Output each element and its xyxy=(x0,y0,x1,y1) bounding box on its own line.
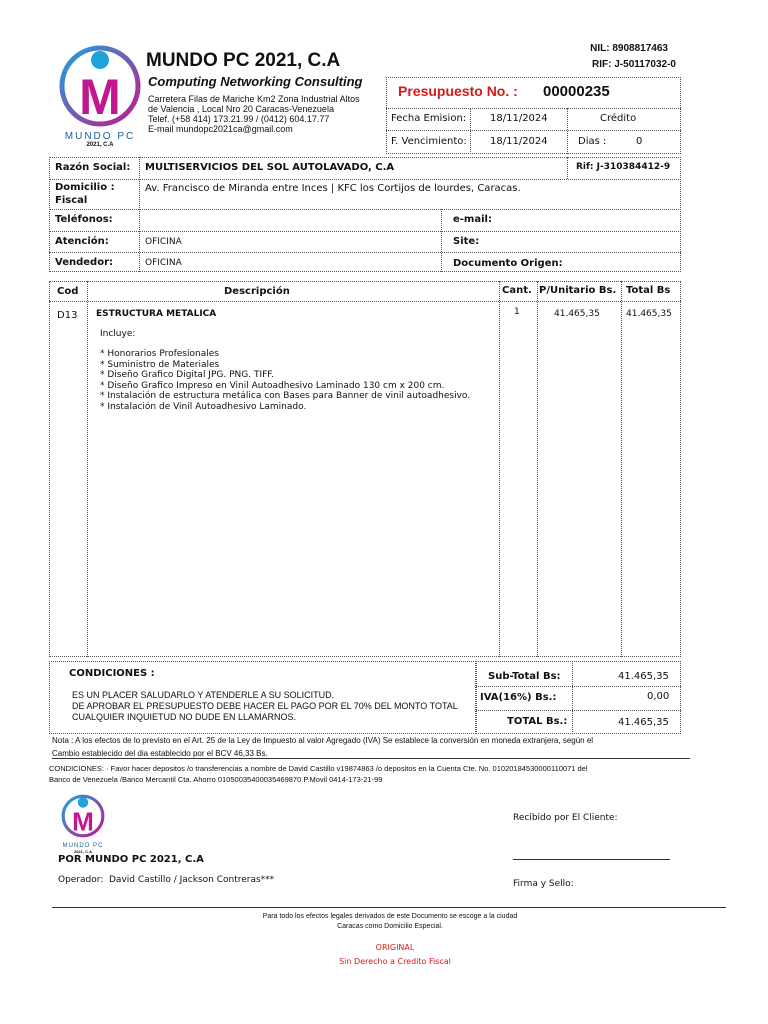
row-cod: D13 xyxy=(57,310,78,321)
sin-derecho-label: Sin Derecho a Credito Fiscal xyxy=(339,957,451,966)
payment-type: Crédito xyxy=(600,113,637,124)
operador-value: David Castillo / Jackson Contreras*** xyxy=(109,875,275,885)
detail-line: * Diseño Grafico Impreso en Vinil Autoadhesivo Laminado 130 cm x 200 cm. xyxy=(100,380,445,391)
conditions-title: CONDICIONES : xyxy=(69,668,155,679)
company-logo xyxy=(56,44,144,152)
subtotal-label: Sub-Total Bs: xyxy=(488,671,561,682)
vendedor-label: Vendedor: xyxy=(55,257,113,268)
logo-mark-icon xyxy=(60,794,106,838)
vendedor-value: OFICINA xyxy=(145,258,182,268)
logo-subtext: 2021, C.A xyxy=(86,142,114,148)
row-title: ESTRUCTURA METALICA xyxy=(96,309,217,319)
company-tagline: Computing Networking Consulting xyxy=(148,74,363,89)
conditions-line1: ES UN PLACER SALUDARLO Y ATENDERLE A SU SOLICITUD. xyxy=(72,690,335,700)
detail-line: * Diseño Grafico Digital JPG. PNG. TIFF. xyxy=(100,370,274,380)
company-address-2: de Valencia , Local Nro 20 Caracas-Venezuela xyxy=(148,104,334,114)
domicilio-label: Domicilio : Fiscal xyxy=(55,182,115,206)
dias-value: 0 xyxy=(636,136,643,147)
por-company: POR MUNDO PC 2021, C.A xyxy=(58,854,204,865)
conditions-line3: CUALQUIER INQUIETUD NO DUDE EN LLAMARNOS. xyxy=(72,712,297,722)
iva-label: IVA(16%) Bs.: xyxy=(480,692,557,703)
recibido-label: Recibido por El Cliente: xyxy=(513,813,618,823)
detail-line: * Instalación de estructura metálica con Bases para Banner de vinil autoadhesivo. xyxy=(100,391,471,401)
deposit-conditions-2: Banco de Venezuela /Banco Mercantil Cta. Ahorro 01050035400035469870 P.Movil 0414-173-21-99 xyxy=(49,775,383,784)
client-box xyxy=(49,157,681,272)
row-incluye: Incluye: xyxy=(100,329,136,339)
doc-origen-label: Documento Origen: xyxy=(453,258,563,269)
iva-value: 0,00 xyxy=(647,691,670,702)
svg-text:M: M xyxy=(72,806,94,837)
nota-line2: Cambio establecido del dia establecido por el BCV 46,33 Bs. xyxy=(52,749,268,758)
detail-line: * Instalación de Vinil Autoadhesivo Laminado. xyxy=(100,401,307,412)
conditions-line2: DE APROBAR EL PRESUPUESTO DEBE HACER EL PAGO POR EL 70% DEL MONTO TOTAL xyxy=(72,701,458,711)
row-total: 41.465,35 xyxy=(626,309,672,319)
footer-logo-subtext: 2021, C.A xyxy=(73,849,92,854)
vencimiento: 18/11/2024 xyxy=(490,136,548,147)
razon-label: Razón Social: xyxy=(55,162,131,173)
quote-label: Presupuesto No. : xyxy=(398,83,518,99)
company-address-1: Carretera Filas de Mariche Km2 Zona Industrial Altos xyxy=(148,94,360,104)
subtotal-value: 41.465,35 xyxy=(618,671,669,682)
row-details xyxy=(100,349,470,412)
atencion-value: OFICINA xyxy=(145,237,182,247)
col-cod: Cod xyxy=(57,286,79,297)
deposit-conditions-1: CONDICIONES: · Favor hacer depositos /o transferencias a nombre de David Castillo v19874863 /o depositos en la Cuenta Cte. No. 01020184530000110071 del xyxy=(49,764,588,773)
site-label: Site: xyxy=(453,236,480,247)
firma-label: Firma y Sello: xyxy=(513,879,574,889)
original-label: ORIGINAL xyxy=(375,943,415,952)
legal-line2: Caracas como Domicilio Especial. xyxy=(337,923,443,930)
company-rif: RIF: J-50117032-0 xyxy=(592,59,676,70)
email-label: e-mail: xyxy=(453,214,492,225)
company-email: E-mail mundopc2021ca@gmail.com xyxy=(148,124,293,134)
legal-line1: Para todo los efectos legales derivados de este Documento se escoge a la ciudad xyxy=(262,913,518,920)
detail-line: * Honorarios Profesionales xyxy=(100,349,219,359)
footer-logo xyxy=(60,794,106,854)
dias-label: Dias : xyxy=(578,136,607,147)
row-cant: 1 xyxy=(514,307,520,317)
row-unit: 41.465,35 xyxy=(554,309,600,319)
company-name: MUNDO PC 2021, C.A xyxy=(146,50,341,71)
detail-line: * Suministro de Materiales xyxy=(100,359,220,370)
logo-text: MUNDO PC xyxy=(64,131,136,142)
atencion-label: Atención: xyxy=(55,236,109,247)
fecha-emision-label: Fecha Emision: xyxy=(391,113,467,124)
domicilio-value: Av. Francisco de Miranda entre Inces | KFC los Cortijos de lourdes, Caracas. xyxy=(145,183,521,194)
client-rif: Rif: J-310384412-9 xyxy=(576,162,671,172)
total-value: 41.465,35 xyxy=(618,717,669,728)
razon-value: MULTISERVICIOS DEL SOL AUTOLAVADO, C.A xyxy=(145,162,395,173)
col-cant: Cant. xyxy=(502,285,532,296)
telefonos-label: Teléfonos: xyxy=(55,214,113,225)
svg-text:M: M xyxy=(79,69,121,125)
operador-label: Operador: xyxy=(58,875,104,885)
logo-mark-icon xyxy=(56,44,144,128)
company-phone: Telef. (+58 414) 173.21.99 / (0412) 604.17.77 xyxy=(148,114,330,124)
footer-logo-text: MUNDO PC xyxy=(62,843,104,849)
col-descripcion: Descripción xyxy=(224,286,290,297)
items-table xyxy=(49,281,681,657)
col-total: Total Bs xyxy=(626,285,671,296)
col-unitario: P/Unitario Bs. xyxy=(539,285,617,296)
total-label: TOTAL Bs.: xyxy=(507,716,568,727)
vencimiento-label: F. Vencimiento: xyxy=(391,136,467,147)
company-nil: NIL: 8908817463 xyxy=(590,43,668,54)
nota-line1: Nota : A los efectos de lo previsto en el Art. 25 de la Ley de Impuesto al valor Agregado (IVA) Se establece la conversión en moneda extranjera, según el xyxy=(52,736,594,745)
fecha-emision: 18/11/2024 xyxy=(490,113,548,124)
quote-number: 00000235 xyxy=(543,83,610,100)
